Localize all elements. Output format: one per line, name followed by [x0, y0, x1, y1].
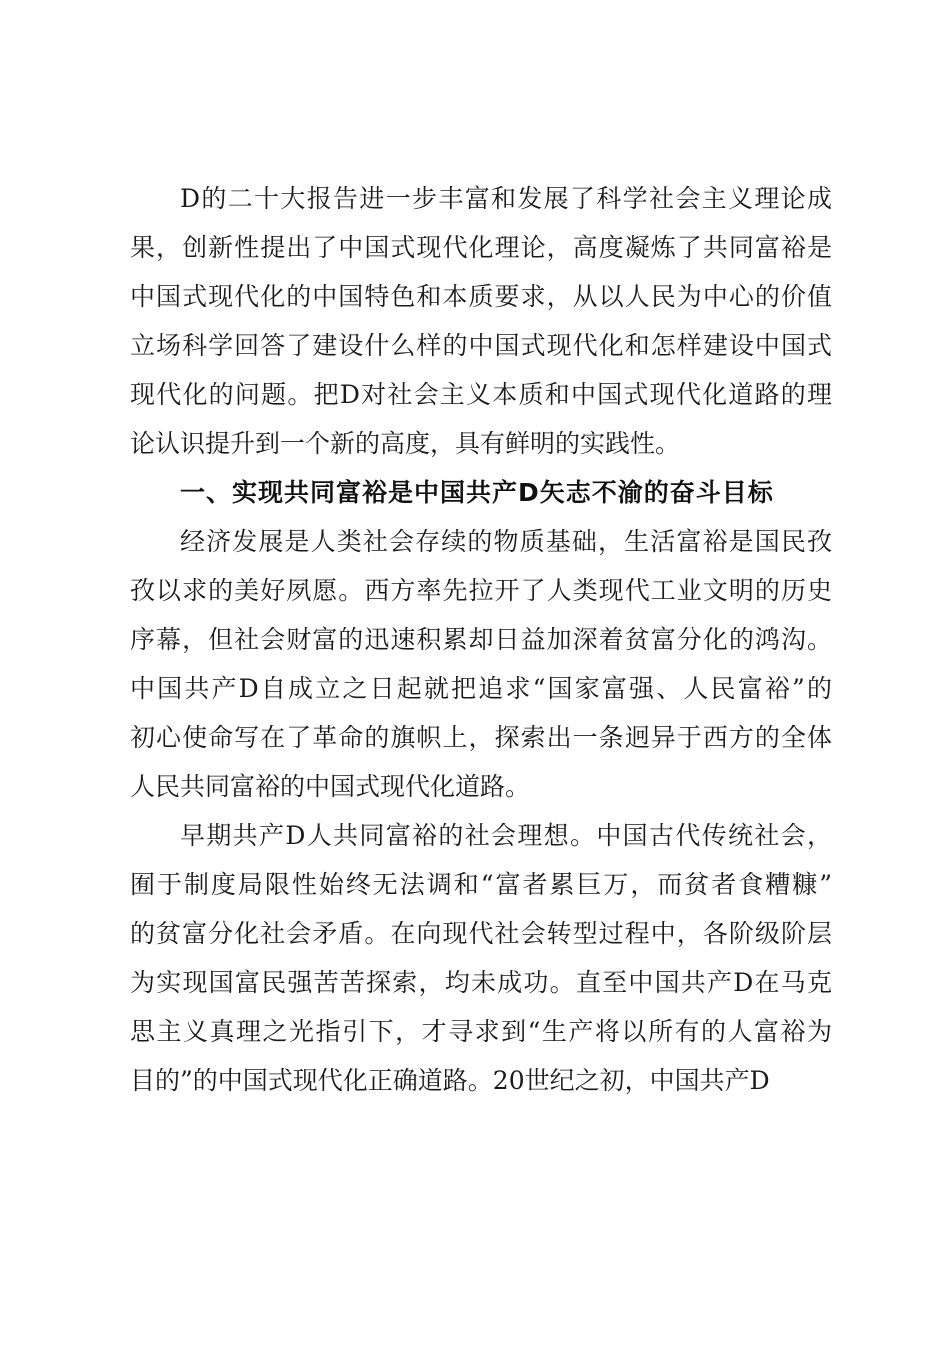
text-line: 思主义真理之光指引下，才寻求到“生产将以所有的人富裕为: [130, 1017, 832, 1046]
text-line: 现代化的问题。把D对社会主义本质和中国式现代化道路的理: [130, 380, 832, 409]
text-line: 目的”的中国式现代化正确道路。20世纪之初，中国共产D: [130, 1066, 770, 1095]
text-line: D的二十大报告进一步丰富和发展了科学社会主义理论成: [180, 184, 832, 213]
paragraph-early-ideals: [130, 811, 832, 1105]
text-line: 为实现国富民强苦苦探索，均未成功。直至中国共产D在马克: [130, 968, 832, 997]
text-line: 果，创新性提出了中国式现代化理论，高度凝炼了共同富裕是: [130, 233, 832, 262]
paragraph-intro: [130, 174, 832, 468]
text-line: 初心使命写在了革命的旗帜上，探索出一条迥异于西方的全体: [130, 723, 832, 752]
text-line: 孜以求的美好夙愿。西方率先拉开了人类现代工业文明的历史: [130, 576, 832, 605]
text-line: 论认识提升到一个新的高度，具有鲜明的实践性。: [130, 429, 681, 458]
text-line: 序幕，但社会财富的迅速积累却日益加深着贫富分化的鸿沟。: [130, 625, 832, 654]
text-line: 的贫富分化社会矛盾。在向现代社会转型过程中，各阶级阶层: [130, 919, 832, 948]
text-line: 中国共产D自成立之日起就把追求“国家富强、人民富裕”的: [130, 674, 832, 703]
text-line: 囿于制度局限性始终无法调和“富者累巨万，而贫者食糟糠”: [130, 870, 832, 899]
section-heading: 一、实现共同富裕是中国共产D矢志不渝的奋斗目标: [180, 478, 774, 507]
text-line: 经济发展是人类社会存续的物质基础，生活富裕是国民孜: [180, 527, 832, 556]
document-page: [130, 174, 832, 1105]
text-line: 早期共产D人共同富裕的社会理想。中国古代传统社会，: [180, 821, 832, 850]
paragraph-economic-development: [130, 517, 832, 811]
text-line: 中国式现代化的中国特色和本质要求，从以人民为中心的价值: [130, 282, 832, 311]
text-line: 人民共同富裕的中国式现代化道路。: [130, 772, 531, 801]
text-line: 立场科学回答了建设什么样的中国式现代化和怎样建设中国式: [130, 331, 832, 360]
